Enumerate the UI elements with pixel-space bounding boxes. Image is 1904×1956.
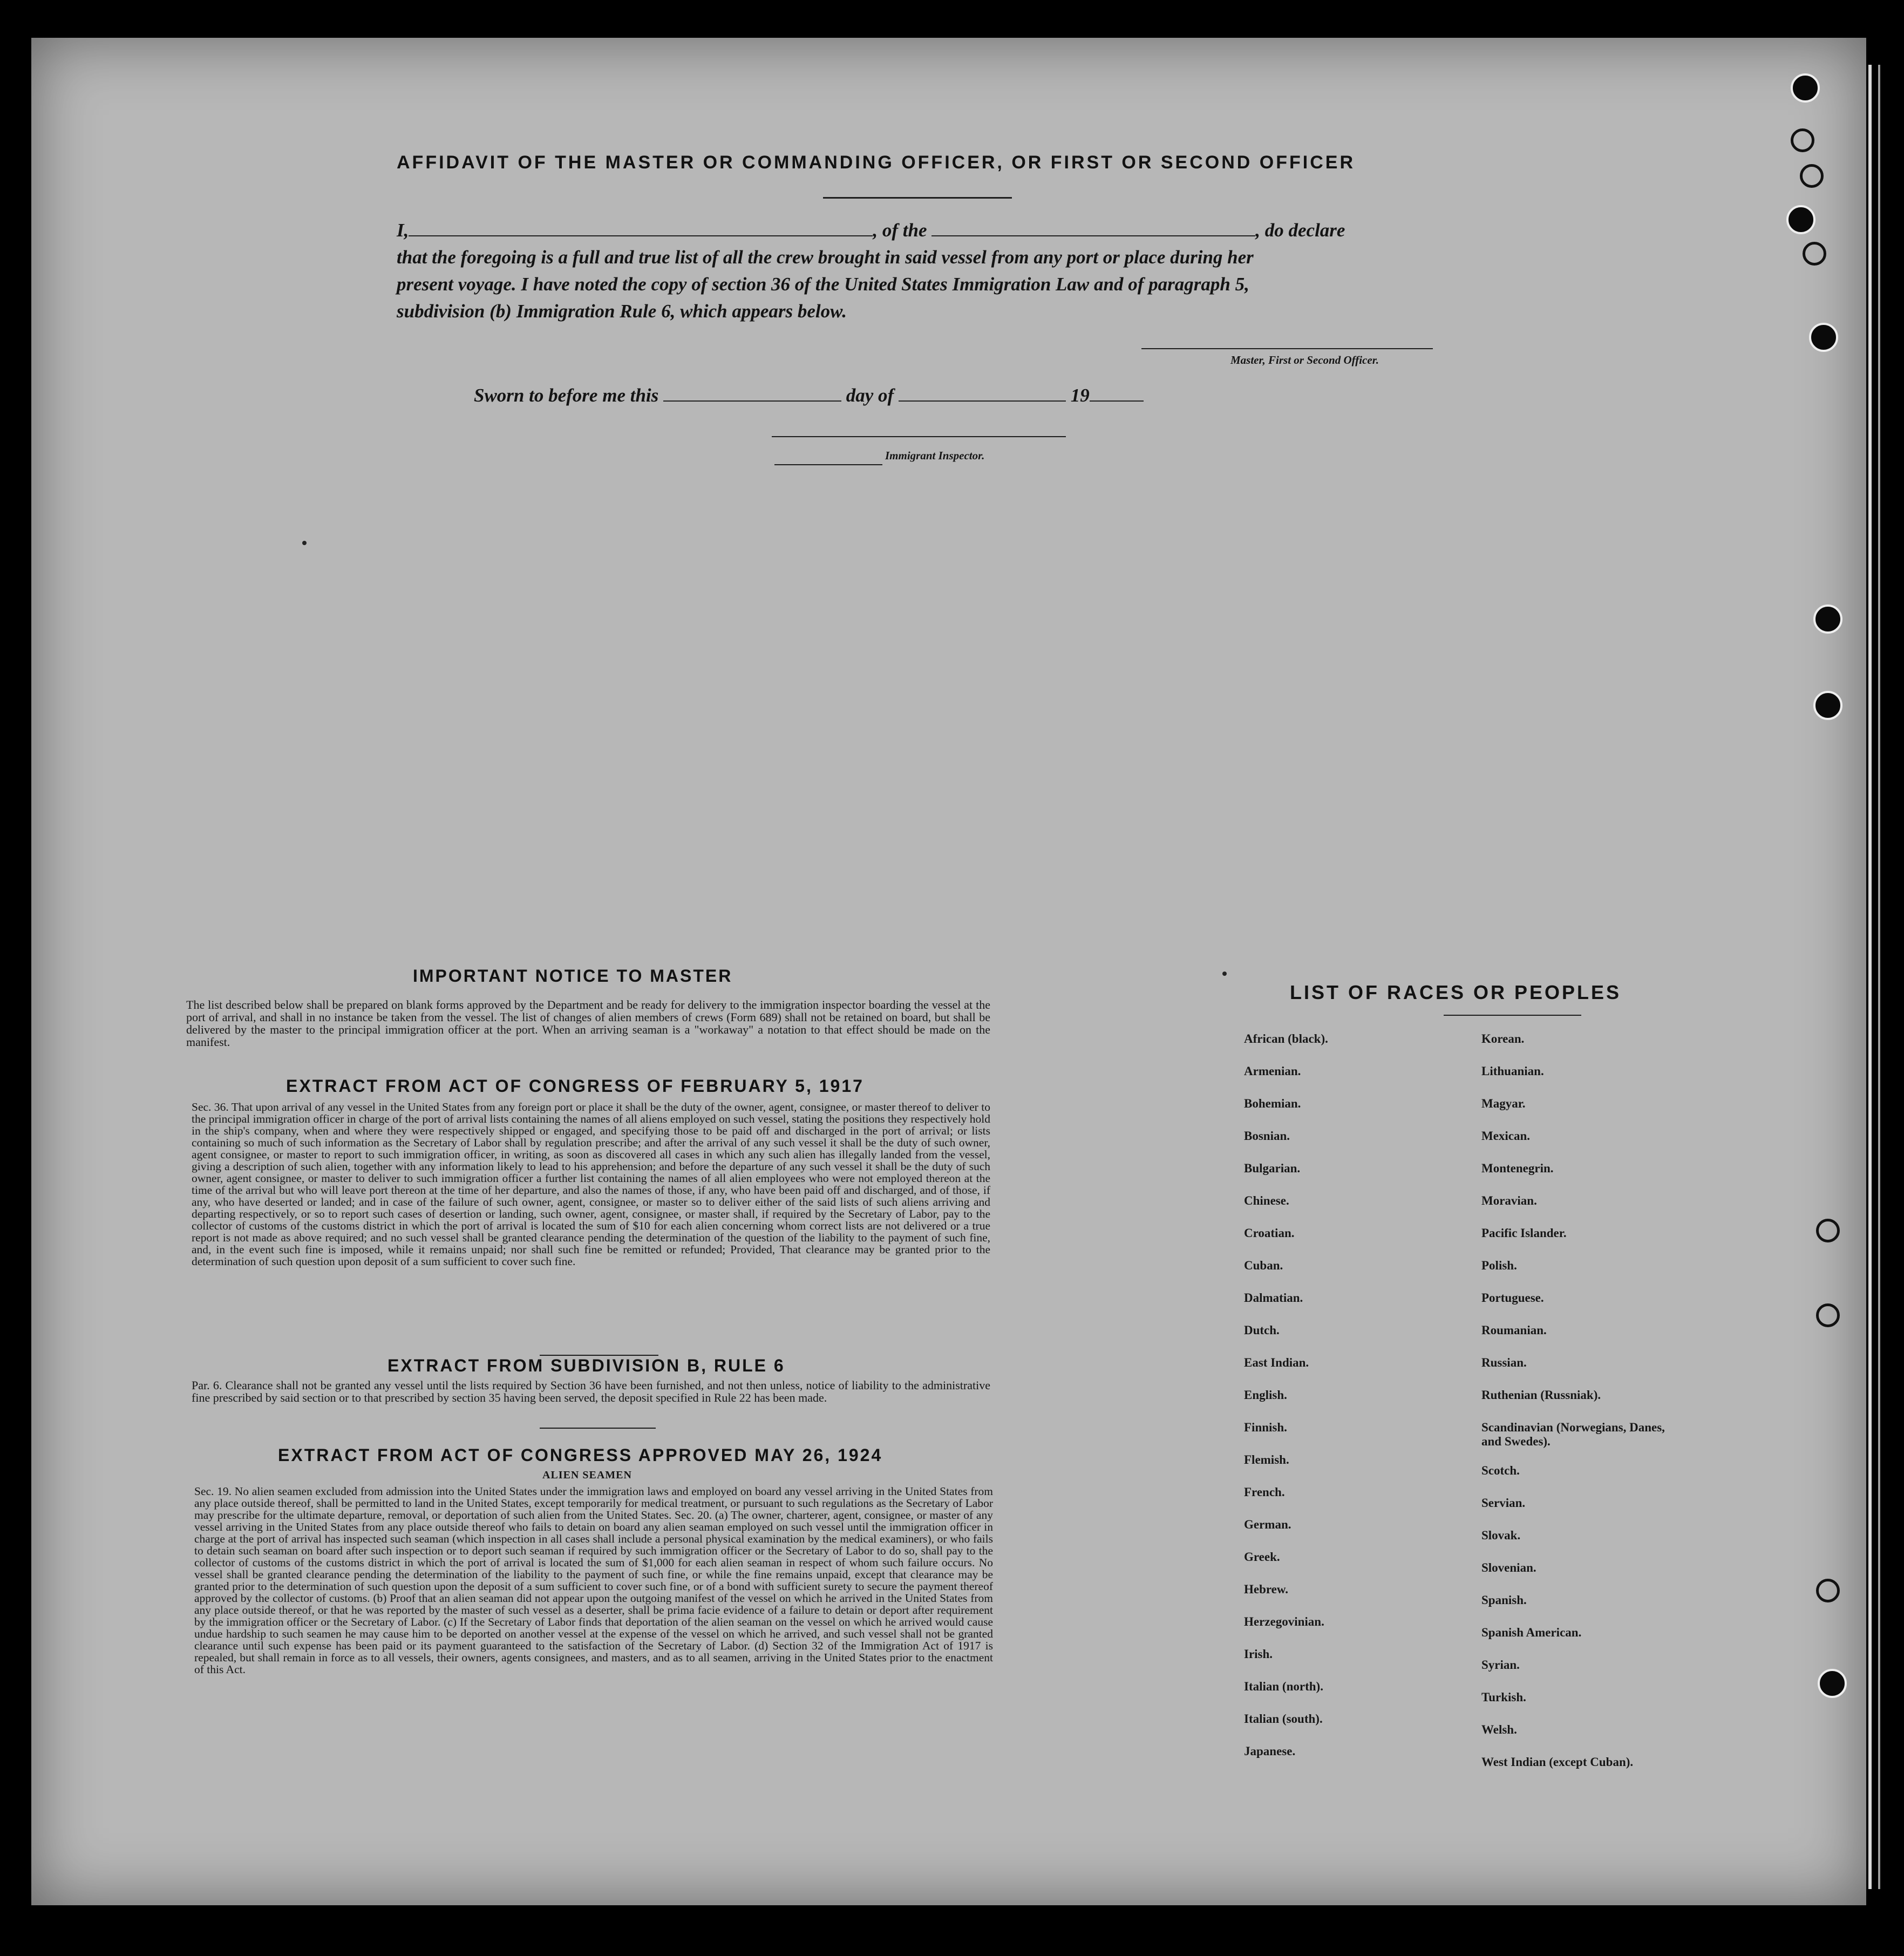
race-item: Korean. — [1481, 1032, 1525, 1045]
binder-hole — [1791, 73, 1820, 103]
master-signature-line[interactable] — [1141, 348, 1433, 349]
page-edge — [1868, 65, 1872, 1889]
extract-1917-text: Sec. 36. That upon arrival of any vessel in the United States from any foreign port or place it shall be the duty of the owner, agent, consignee, or master thereof to deliver to the principal immigration officer in charge of the port of arrival lists containing the names of all aliens employed on such vessel, stating the positions they respectively hold in the ship's company, when and where they were respectively shipped or engaged, and specifying those to be paid off and discharged in the port of arrival; or lists containing so much of such information as the Secretary of Labor shall by regulation prescribe; and after the arrival of any such vessel it shall be the duty of such owner, agent consignee, or master to report to such immigration officer, in writing, as soon as discovered all cases in which any such alien has illegally landed from the vessel, giving a description of such alien, together with any information likely to lead to his apprehension; and before the departure of any such vessel it shall be the duty of such owner, agent consignee, or master to deliver to such immigration officer a further list containing the names of all alien employees who were not employed thereon at the time of the arrival but who will leave port thereon at the time of her departure, and also the names of those, if any, who have been paid off and discharged, and of those, if any, who have deserted or landed; and in case of the failure of such owner, agent, consignee, or master so to deliver either of the said lists of such aliens arriving and departing respectively, or so to report such cases of desertion or landing, such owner, agent, consignee, or master shall, if required by the Secretary of Labor, pay to the collector of customs of the customs district in which the port of arrival is located the sum of $10 for each alien concerning whom correct lists are not delivered or a true report is not made as above required; and no such vessel shall be granted clearance pending the determination of the question of the liability to the payment of such fine, and, in the event such fine is imposed, while it remains unpaid; nor shall such fine be remitted or refunded; Provided, That clearance may be granted prior to the determination of such question upon deposit of a sum sufficient to cover such fine. — [192, 1101, 990, 1268]
race-item: Portuguese. — [1481, 1291, 1544, 1305]
race-item: Scotch. — [1481, 1464, 1520, 1477]
race-item: Ruthenian (Russniak). — [1481, 1388, 1601, 1402]
divider — [540, 1428, 656, 1429]
race-item: Slovak. — [1481, 1529, 1521, 1542]
day-of-label: day of — [846, 385, 894, 406]
binder-hole — [1786, 205, 1815, 234]
binder-hole — [1818, 1669, 1847, 1698]
race-item: Irish. — [1244, 1647, 1273, 1661]
day-field[interactable] — [663, 384, 841, 402]
declaration-line: subdivision (b) Immigration Rule 6, which appears below. — [397, 301, 847, 322]
rule6-title: EXTRACT FROM SUBDIVISION B, RULE 6 — [387, 1356, 785, 1375]
binder-hole — [1816, 1579, 1840, 1602]
speck — [302, 541, 307, 545]
binder-hole — [1803, 242, 1826, 266]
race-item: African (black). — [1244, 1032, 1328, 1045]
race-item: West Indian (except Cuban). — [1481, 1755, 1634, 1769]
race-item: Bulgarian. — [1244, 1162, 1301, 1175]
race-item: Montenegrin. — [1481, 1162, 1554, 1175]
race-item: English. — [1244, 1388, 1287, 1402]
inspector-line — [774, 464, 882, 465]
sworn-line — [474, 384, 1144, 406]
notice-title: IMPORTANT NOTICE TO MASTER — [413, 966, 733, 986]
race-item: Lithuanian. — [1481, 1064, 1544, 1078]
race-item: Syrian. — [1481, 1658, 1520, 1672]
race-item: Mexican. — [1481, 1129, 1531, 1143]
race-item: Finnish. — [1244, 1421, 1287, 1434]
notice-text: The list described below shall be prepared on blank forms approved by the Department and be ready for delivery to the immigration inspector boarding the vessel at the port of arrival, and shall in no instance be taken from the vessel. The list of changes of alien members of crews (Form 689) shall not be retained on board, but shall be delivered by the master to the principal immigration officer at the port. When an arriving seaman is a "workaway" a notation to that effect should be made on the manifest. — [186, 998, 990, 1049]
speck — [1222, 972, 1227, 976]
race-item: Servian. — [1481, 1496, 1526, 1510]
race-item: Armenian. — [1244, 1064, 1301, 1078]
affidavit-declaration — [397, 217, 1433, 325]
race-item: Italian (south). — [1244, 1712, 1323, 1726]
race-item: Spanish. — [1481, 1593, 1527, 1607]
i-label: I, — [397, 220, 409, 241]
extract-1924-title: EXTRACT FROM ACT OF CONGRESS APPROVED MAY 26, 1924 — [278, 1445, 883, 1465]
race-item: German. — [1244, 1518, 1291, 1531]
race-item: Roumanian. — [1481, 1323, 1547, 1337]
race-item: Dalmatian. — [1244, 1291, 1303, 1305]
race-item: Japanese. — [1244, 1744, 1296, 1758]
of-the-label: , of the — [873, 220, 927, 241]
inspector-label: Immigrant Inspector. — [885, 449, 985, 462]
race-item: Herzegovinian. — [1244, 1615, 1324, 1628]
binder-hole — [1813, 605, 1842, 634]
name-field[interactable] — [409, 219, 873, 236]
year-field[interactable] — [1090, 384, 1144, 402]
page-edge — [1878, 65, 1880, 1889]
race-item: Slovenian. — [1481, 1561, 1536, 1574]
race-item: French. — [1244, 1485, 1285, 1499]
race-item: Scandinavian (Norwegians, Danes, and Swedes). — [1481, 1421, 1665, 1448]
race-item: Bohemian. — [1244, 1097, 1301, 1110]
race-item: Spanish American. — [1481, 1626, 1582, 1639]
race-item: Polish. — [1481, 1259, 1517, 1272]
sworn-label: Sworn to before me this — [474, 385, 659, 406]
vessel-field[interactable] — [931, 219, 1255, 236]
extract-1917-title: EXTRACT FROM ACT OF CONGRESS OF FEBRUARY 5, 1917 — [286, 1076, 864, 1096]
race-item: Magyar. — [1481, 1097, 1526, 1110]
binder-hole — [1813, 691, 1842, 720]
races-title: LIST OF RACES OR PEOPLES — [1290, 981, 1622, 1003]
race-item: Russian. — [1481, 1356, 1527, 1369]
race-item: Greek. — [1244, 1550, 1280, 1564]
race-item: East Indian. — [1244, 1356, 1309, 1369]
extract-1924-subtitle: ALIEN SEAMEN — [542, 1469, 632, 1481]
declaration-line: that the foregoing is a full and true list of all the crew brought in said vessel from any port or place during her — [397, 247, 1254, 268]
race-item: Moravian. — [1481, 1194, 1537, 1207]
race-item: Chinese. — [1244, 1194, 1289, 1207]
race-item: Cuban. — [1244, 1259, 1283, 1272]
race-item: Welsh. — [1481, 1723, 1517, 1736]
race-item: Turkish. — [1481, 1690, 1526, 1704]
divider — [823, 197, 1012, 199]
divider — [1444, 1015, 1581, 1016]
do-declare-label: , do declare — [1255, 220, 1345, 241]
month-field[interactable] — [899, 384, 1066, 402]
binder-hole — [1816, 1219, 1840, 1242]
race-item: Italian (north). — [1244, 1680, 1323, 1693]
race-item: Flemish. — [1244, 1453, 1289, 1466]
master-signature-label: Master, First or Second Officer. — [1230, 354, 1379, 366]
race-item: Bosnian. — [1244, 1129, 1290, 1143]
binder-hole — [1816, 1303, 1840, 1327]
race-item: Dutch. — [1244, 1323, 1280, 1337]
race-item: Croatian. — [1244, 1226, 1295, 1240]
binder-hole — [1800, 164, 1824, 188]
affidavit-title: AFFIDAVIT OF THE MASTER OR COMMANDING OFFICER, OR FIRST OR SECOND OFFICER — [397, 152, 1355, 173]
extract-1924-text: Sec. 19. No alien seamen excluded from admission into the United States under the immigration laws and employed on board any vessel arriving in the United States from any place outside thereof, shall be permitted to land in the United States, except temporarily for medical treatment, or pursuant to such regulations as the Secretary of Labor may prescribe for the ultimate departure, removal, or deportation of such alien from the United States. Sec. 20. (a) The owner, charterer, agent, consignee, or master of any vessel arriving in the United States from any place outside thereof who fails to detain on board any alien seaman employed on such vessel until the immigration officer in charge at the port of arrival has inspected such seaman (which inspection in all cases shall include a personal physical examination by the medical examiners), or who fails to detain such seaman on board after such inspection or to deport such seaman if required by such immigration officer or the Secretary of Labor to do so, shall pay to the collector of customs of the customs district in which the port of arrival is located the sum of $1,000 for each alien seaman in respect of whom such failure occurs. No vessel shall be granted clearance pending the determination of the liability to the payment of such fine, or while the fine remains unpaid, except that clearance may be granted prior to the determination of such question upon the deposit of a sum sufficient to cover such fine, or of a bond with sufficient surety to secure the payment thereof approved by the collector of customs. (b) Proof that an alien seaman did not appear upon the outgoing manifest of the vessel on which he arrived in the United States from any place outside thereof, or that he was reported by the master of such vessel as a deserter, shall be prima facie evidence of a failure to detain or deport after requirement by the immigration officer or the Secretary of Labor. (c) If the Secretary of Labor finds that deportation of the alien seaman on the vessel on which he arrived would cause undue hardship to such seamen he may cause him to be deported on another vessel at the expense of the vessel on which he arrived, and such vessel shall not be granted clearance until such expense has been paid or its payment guaranteed to the satisfaction of the Secretary of Labor. (d) Section 32 of the Immigration Act of 1917 is repealed, but shall remain in force as to all vessels, their owners, agents consignees, and masters, and as to all seamen, arriving in the United States prior to the enactment of this Act. — [194, 1485, 993, 1676]
inspector-signature-line[interactable] — [772, 436, 1066, 437]
binder-hole — [1791, 128, 1814, 152]
year-prefix: 19 — [1070, 385, 1090, 406]
binder-hole — [1809, 323, 1838, 352]
rule6-text: Par. 6. Clearance shall not be granted any vessel until the lists required by Section 36 have been furnished, and not then unless, notice of liability to the administrative fine prescribed by said section or to that prescribed by section 35 having been served, the deposit specified in Rule 22 has been made. — [192, 1378, 990, 1404]
race-item: Pacific Islander. — [1481, 1226, 1567, 1240]
declaration-line: present voyage. I have noted the copy of section 36 of the United States Immigration Law and of paragraph 5, — [397, 274, 1249, 295]
race-item: Hebrew. — [1244, 1583, 1288, 1596]
